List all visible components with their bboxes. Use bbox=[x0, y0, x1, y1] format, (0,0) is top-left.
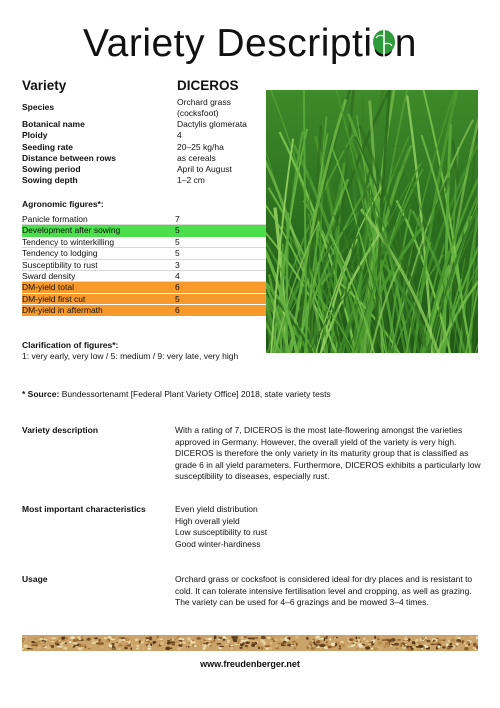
section-label: Usage bbox=[22, 574, 48, 584]
grass-photo-image bbox=[266, 90, 478, 353]
agronomic-value: 4 bbox=[175, 270, 180, 281]
property-value: Dactylis glomerata bbox=[177, 119, 247, 129]
agronomic-row bbox=[22, 214, 266, 225]
section-label: Variety description bbox=[22, 425, 99, 435]
agronomic-label: DM-yield total bbox=[22, 282, 74, 293]
seed-strip-graphic bbox=[22, 635, 478, 651]
property-label: Sowing depth bbox=[22, 175, 78, 186]
title-end: n bbox=[394, 22, 417, 65]
list-item: Low susceptibility to rust bbox=[175, 527, 268, 537]
property-sowing-period bbox=[22, 164, 267, 175]
agronomic-value: 6 bbox=[175, 305, 180, 316]
property-label: Species bbox=[22, 102, 55, 112]
section-text: With a rating of 7, DICEROS is the most late-flowering amongst the varieties approved in Germany. However, the overall yield of the variety is very high. DICEROS is therefore the only variety in its maturity group that is classified as grade 6 in all yield parameters. Furthermore, DICEROS exhibits a particularly low susceptibility to diseases, especially rust. bbox=[175, 425, 481, 481]
property-species bbox=[22, 97, 267, 119]
agronomic-label: Panicle formation bbox=[22, 214, 88, 224]
agronomic-row-highlight-orange bbox=[22, 282, 266, 293]
source-note bbox=[22, 389, 331, 399]
source-text: Bundessortenamt [Federal Plant Variety Office] 2018, state variety tests bbox=[59, 389, 331, 399]
agronomic-label: Sward density bbox=[22, 270, 76, 281]
agronomic-label: Development after sowing bbox=[22, 225, 121, 236]
agronomic-row-highlight-green bbox=[22, 225, 266, 236]
agronomic-value: 5 bbox=[175, 236, 180, 247]
property-value: 20–25 kg/ha bbox=[177, 141, 224, 152]
agronomic-row bbox=[22, 260, 266, 271]
title-main: Variety Descripti bbox=[83, 22, 373, 65]
property-value: (cocksfoot) bbox=[177, 108, 219, 118]
property-value: 1–2 cm bbox=[177, 175, 205, 186]
leaf-seed-logo-icon bbox=[370, 24, 398, 58]
variety-label: Variety bbox=[22, 78, 67, 93]
clarification-text: 1: very early, very low / 5: medium / 9: very late, very high bbox=[22, 351, 239, 361]
property-distance bbox=[22, 153, 267, 164]
agronomic-row-highlight-orange bbox=[22, 305, 266, 316]
agronomic-label: DM-yield first cut bbox=[22, 293, 86, 304]
property-label: Sowing period bbox=[22, 164, 81, 175]
property-value: Orchard grass bbox=[177, 97, 231, 107]
agronomic-value: 5 bbox=[175, 225, 180, 236]
property-sowing-depth bbox=[22, 175, 267, 186]
agronomic-value: 3 bbox=[175, 259, 180, 270]
variety-value: DICEROS bbox=[177, 78, 239, 93]
agronomic-value: 6 bbox=[175, 282, 180, 293]
agronomic-table bbox=[22, 214, 266, 317]
property-label: Ploidy bbox=[22, 130, 48, 141]
seed-strip-image bbox=[22, 635, 478, 651]
title-logo-o bbox=[373, 22, 395, 66]
agronomic-label: Susceptibility to rust bbox=[22, 259, 98, 270]
agronomic-label: Tendency to lodging bbox=[22, 248, 98, 259]
agronomic-row bbox=[22, 248, 266, 259]
clarification bbox=[22, 340, 238, 362]
property-value: 4 bbox=[177, 130, 182, 141]
list-item: Even yield distribution bbox=[175, 504, 258, 514]
section-variety-description bbox=[22, 425, 482, 483]
grass-photo bbox=[266, 90, 478, 353]
section-usage bbox=[22, 574, 482, 609]
section-label: Most important characteristics bbox=[22, 504, 146, 514]
property-seeding-rate bbox=[22, 142, 267, 153]
section-text: Orchard grass or cocksfoot is considered ideal for dry places and is resistant to cold. It can tolerate intensive fertilisation level and cropping, as well as grazing. The variety can be used for 4–6 grazings and be mowed 3–4 times. bbox=[175, 574, 473, 607]
agronomic-label: DM-yield in aftermath bbox=[22, 305, 103, 316]
property-value: April to August bbox=[177, 164, 232, 175]
property-list bbox=[22, 97, 267, 187]
agronomic-row bbox=[22, 271, 266, 282]
agronomic-value: 5 bbox=[175, 293, 180, 304]
property-botanical bbox=[22, 119, 267, 130]
agronomic-label: Tendency to winterkilling bbox=[22, 236, 115, 247]
list-item: Good winter-hardiness bbox=[175, 538, 261, 549]
property-value: as cereals bbox=[177, 152, 216, 163]
agronomic-value: 7 bbox=[175, 214, 180, 224]
agronomic-value: 5 bbox=[175, 248, 180, 259]
property-label: Seeding rate bbox=[22, 141, 74, 152]
footer-url[interactable]: www.freudenberger.net bbox=[200, 659, 300, 669]
agronomic-title: Agronomic figures*: bbox=[22, 199, 104, 209]
list-item: High overall yield bbox=[175, 515, 240, 526]
property-ploidy bbox=[22, 130, 267, 141]
property-label: Distance between rows bbox=[22, 152, 117, 163]
agronomic-row-highlight-orange bbox=[22, 294, 266, 305]
section-characteristics bbox=[22, 504, 482, 550]
agronomic-row bbox=[22, 237, 266, 248]
property-label: Botanical name bbox=[22, 119, 85, 129]
source-label: * Source: bbox=[22, 389, 60, 399]
page-title bbox=[0, 22, 500, 66]
clarification-title: Clarification of figures*: bbox=[22, 340, 119, 350]
